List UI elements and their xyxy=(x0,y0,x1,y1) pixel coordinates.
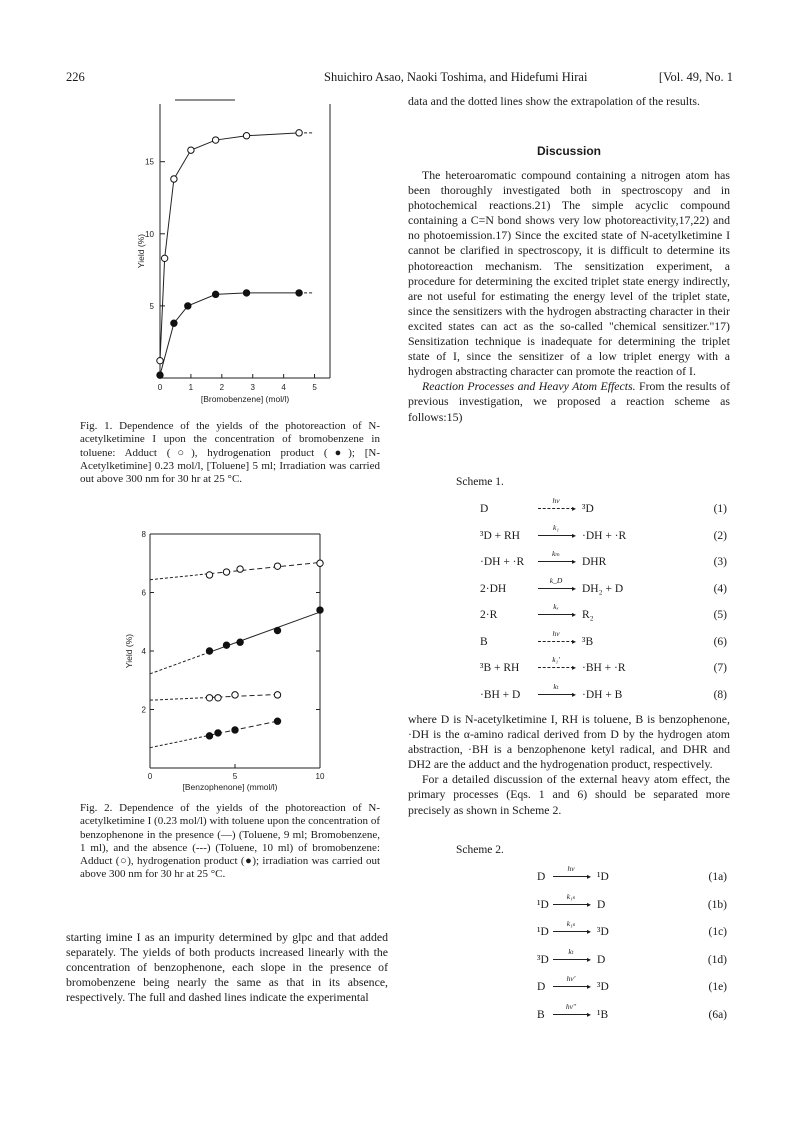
discussion-paragraph-1: The heteroaromatic compound containing a nitrogen atom has been thoroughly investigated both in spectroscopy and in photochemical reactions.21) The simple acyclic compound containing a C=N bond shows very low photoreactivity,17,22) and no photoemission.17) Since the excited state of N-acetylketimine I cannot be clarified in spectroscopy, it is difficult to determine its photoreaction mechanism. The sensitization experiment, a procedure for determining the excited triplet state energy indirectly, are not useful for estimating the energy level of the triplet state, since the sensitizers with the hydrogen abstracting character in their excited states can act as the so-called "chemical sensitizer."17) Sensitization technique is inadequate for determining the triplet state of I, since the sensitizer of a low triplet energy with a hydrogen abstracting character can promote the reaction of I. xyxy=(408,168,730,379)
rate-constant: kₓ xyxy=(553,602,559,611)
scheme-equation xyxy=(480,575,727,599)
discussion-paragraph-2 xyxy=(408,379,730,424)
reaction-arrow xyxy=(538,498,574,516)
arrow-head-icon: ▸ xyxy=(571,663,576,672)
figure-2-caption: Fig. 2. Dependence of the yields of the photoreaction of N-acetylketimine I (0.23 mol/l) with toluene upon the concentration of benzophenone in the presence (—) (Toluene, 9 ml; Bromobenzene, 1 ml), and the absence (---) (Toluene, 10 ml) of bromobenzene: Adduct (○), hydrogenation product (●); irradiation was carried out above 300 nm for 30 hr at 25 °C. xyxy=(80,802,380,881)
arrow-head-icon: ▸ xyxy=(571,610,576,619)
scheme-description xyxy=(408,712,730,818)
equation-number: (1d) xyxy=(707,953,727,966)
y-axis-label: Yield (%) xyxy=(124,633,134,669)
running-header xyxy=(66,70,733,86)
rate-constant: hν'' xyxy=(565,1001,577,1011)
rate-constant: kₘ xyxy=(552,549,560,558)
filled-point xyxy=(243,290,249,296)
filled-point xyxy=(223,642,229,648)
scheme-equation xyxy=(480,549,727,572)
figure-2-chart xyxy=(120,526,380,796)
y-tick-label: 6 xyxy=(141,588,146,598)
running-authors: Shuichiro Asao, Naoki Toshima, and Hidefumi Hirai xyxy=(324,70,588,84)
equation-reactants: D xyxy=(537,871,546,883)
open-point xyxy=(232,692,238,698)
equation-number: (6) xyxy=(713,635,727,648)
reaction-arrow xyxy=(538,551,574,569)
y-tick-label: 4 xyxy=(141,647,146,656)
open-point xyxy=(274,692,280,698)
equation-products: ¹D xyxy=(597,871,609,883)
arrow-head-icon: ▸ xyxy=(586,899,591,909)
x-axis-label: [Bromobenzene] (mol/l) xyxy=(200,394,290,404)
arrow-head-icon: ▸ xyxy=(571,504,576,513)
arrow-shaft xyxy=(553,986,589,987)
open-point xyxy=(206,572,212,578)
reaction-arrow xyxy=(553,866,589,884)
filled-point xyxy=(215,730,221,736)
open-point xyxy=(296,130,302,136)
arrow-shaft xyxy=(538,667,574,668)
equation-products: ³D xyxy=(597,981,609,993)
hydrogenation-curve xyxy=(160,293,299,375)
reaction-arrow xyxy=(538,681,576,702)
scheme-equation xyxy=(480,628,727,652)
equation-products: ³D xyxy=(597,926,609,938)
equation-reactants: D xyxy=(480,503,489,515)
open-point xyxy=(188,147,194,153)
arrow-shaft xyxy=(538,561,574,562)
rate-constant: k_D xyxy=(549,575,563,585)
x-tick-label: 0 xyxy=(147,772,153,781)
equation-reactants: 2·R xyxy=(480,609,498,621)
reaction-arrow xyxy=(553,891,591,912)
arrow-shaft xyxy=(553,931,589,932)
equation-number: (3) xyxy=(713,556,727,568)
rate-constant: k₁' xyxy=(552,655,560,664)
reaction-arrow xyxy=(553,946,591,967)
reaction-arrow xyxy=(553,1001,591,1022)
open-point xyxy=(237,566,243,572)
equation-reactants: B xyxy=(480,635,488,648)
page-number: 226 xyxy=(66,70,85,84)
equation-reactants: ·DH + ·R xyxy=(480,556,525,568)
equation-products: ·DH + B xyxy=(582,688,623,701)
equation-number: (5) xyxy=(713,609,727,621)
open-point xyxy=(215,695,221,701)
discussion-paragraph-2-body: From the results of previous investigation, we proposed a reaction scheme as follows:15) xyxy=(408,379,730,424)
figure-1-chart xyxy=(130,96,380,416)
continuation-text: data and the dotted lines show the extrapolation of the results. xyxy=(408,94,700,108)
right-column-top xyxy=(408,94,730,109)
open-point xyxy=(157,357,163,363)
volume-label: [Vol. 49, No. 1 xyxy=(658,70,733,84)
open-point xyxy=(317,560,323,566)
arrow-shaft xyxy=(538,614,574,615)
reaction-arrow xyxy=(538,604,574,622)
rate-constant: hν xyxy=(552,628,560,638)
equation-number: (4) xyxy=(713,582,727,595)
equation-number: (1b) xyxy=(707,898,727,911)
equation-reactants: ³D + RH xyxy=(480,529,520,542)
figure-1-caption: Fig. 1. Dependence of the yields of the photoreaction of N-acetylketimine I upon the concentration of bromobenzene in toluene: Adduct (○), hydrogenation product (●); [N-Acetylketimine] 0.23 mol/l, [Toluene] 5 ml; Irradiation was carried out above 300 nm for 30 hr at 25 °C. xyxy=(80,420,380,486)
scheme-equation xyxy=(537,919,727,942)
equation-number: (8) xyxy=(713,688,727,701)
extrapolation-line xyxy=(150,574,210,580)
rate-constant: hν' xyxy=(566,974,576,983)
scheme-definitions: where D is N-acetylketimine I, RH is toluene, B is benzophenone, ·DH is the α-amino radical derived from D by the hydrogen atom abstraction, ·BH is a benzophenone ketyl radical, and DHR and DH2 are the adduct and the hydrogenation product, respectively. xyxy=(408,712,730,772)
equation-reactants: ¹D xyxy=(537,898,549,911)
filled-point xyxy=(206,733,212,739)
scheme-equation xyxy=(480,681,727,705)
equation-products: ³B xyxy=(582,635,594,648)
filled-point xyxy=(274,718,280,724)
equation-products: R₂ xyxy=(582,609,594,621)
arrow-shaft xyxy=(553,876,589,877)
filled-point xyxy=(212,291,218,297)
arrow-head-icon: ▸ xyxy=(586,927,591,936)
arrow-head-icon: ▸ xyxy=(586,982,591,991)
equation-reactants: ·BH + D xyxy=(480,688,521,701)
scheme-equation xyxy=(537,974,727,997)
extrapolation-line xyxy=(150,697,210,700)
scheme-equation xyxy=(480,496,727,519)
open-point xyxy=(274,563,280,569)
equation-products: D xyxy=(597,898,606,911)
discussion-body xyxy=(408,168,730,425)
reaction-arrow xyxy=(553,921,589,939)
equation-number: (1c) xyxy=(708,926,727,938)
extrapolation-line xyxy=(150,652,210,674)
open-point xyxy=(212,137,218,143)
adduct-curve xyxy=(160,133,299,361)
reaction-arrow xyxy=(538,628,576,649)
rate-constant: k₁ₛ xyxy=(566,891,576,901)
filled-point xyxy=(296,290,302,296)
equation-products: ·DH + ·R xyxy=(582,529,627,542)
y-tick-label: 10 xyxy=(145,229,154,239)
x-tick-label: 4 xyxy=(281,383,286,392)
rate-constant: kₜ xyxy=(553,681,559,691)
scheme-equation xyxy=(480,655,727,678)
scheme-equation xyxy=(537,946,727,970)
x-tick-label: 10 xyxy=(315,772,325,781)
equation-number: (6a) xyxy=(708,1008,727,1021)
equation-products: ¹B xyxy=(597,1008,609,1021)
equation-products: ·BH + ·R xyxy=(582,662,626,674)
equation-reactants: ¹D xyxy=(537,926,549,938)
arrow-shaft xyxy=(538,508,574,509)
open-point xyxy=(243,133,249,139)
equation-products: DH₂ + D xyxy=(582,582,624,595)
discussion-heading: Discussion xyxy=(536,144,602,158)
equation-products: DHR xyxy=(582,556,607,568)
figure-1 xyxy=(130,96,380,416)
y-tick-label: 15 xyxy=(145,157,154,167)
heavy-atom-paragraph: For a detailed discussion of the external heavy atom effect, the primary processes (Eqs. 1 and 6) should be separated more precisely as shown in Scheme 2. xyxy=(408,772,730,817)
equation-reactants: ³B + RH xyxy=(480,662,520,674)
rate-constant: kₜ xyxy=(568,946,574,956)
section-subtitle: Reaction Processes and Heavy Atom Effects. xyxy=(422,379,636,394)
reaction-arrow xyxy=(538,522,576,543)
equation-reactants: ³D xyxy=(537,953,549,966)
scheme-equation xyxy=(537,1001,727,1025)
rate-constant: k₁ₛ xyxy=(566,919,576,928)
open-point xyxy=(161,255,167,261)
y-axis-label: Yield (%) xyxy=(136,233,146,269)
open-point xyxy=(171,176,177,182)
x-tick-label: 0 xyxy=(157,383,163,392)
y-tick-label: 8 xyxy=(141,530,146,539)
x-tick-label: 1 xyxy=(188,383,194,392)
filled-point xyxy=(157,372,163,378)
arrow-head-icon: ▸ xyxy=(586,954,591,964)
rate-constant: k₁ xyxy=(553,522,559,532)
equation-products: ³D xyxy=(582,503,594,515)
filled-point xyxy=(206,648,212,654)
scheme-equation xyxy=(537,864,727,887)
arrow-head-icon: ▸ xyxy=(571,636,576,646)
y-tick-label: 2 xyxy=(141,705,146,715)
arrow-shaft xyxy=(538,535,574,536)
x-axis-label: [Benzophenone] (mmol/l) xyxy=(182,782,278,792)
x-tick-label: 2 xyxy=(219,383,225,392)
filled-point xyxy=(232,727,238,733)
reaction-arrow xyxy=(553,976,589,994)
equation-reactants: D xyxy=(537,981,546,993)
filled-point xyxy=(171,320,177,326)
arrow-shaft xyxy=(538,694,574,695)
filled-point xyxy=(274,627,280,633)
equation-number: (2) xyxy=(713,529,727,542)
filled-point xyxy=(317,607,323,613)
scheme-2-title: Scheme 2. xyxy=(456,844,504,856)
open-point xyxy=(223,569,229,575)
reaction-arrow xyxy=(538,657,574,675)
arrow-head-icon: ▸ xyxy=(586,872,591,881)
filled-point xyxy=(185,303,191,309)
equation-reactants: B xyxy=(537,1008,545,1021)
scheme-equation xyxy=(537,891,727,915)
arrow-head-icon: ▸ xyxy=(571,530,576,540)
discussion-section xyxy=(408,144,730,159)
equation-number: (1e) xyxy=(708,981,727,993)
scheme-equation xyxy=(480,522,727,546)
equation-number: (7) xyxy=(713,662,727,674)
y-tick-label: 5 xyxy=(149,301,154,311)
filled-point xyxy=(237,639,243,645)
scheme-1-title: Scheme 1. xyxy=(456,476,504,488)
arrow-shaft xyxy=(538,641,574,642)
reaction-arrow xyxy=(538,575,576,596)
equation-number: (1) xyxy=(713,503,727,515)
x-tick-label: 3 xyxy=(250,383,255,392)
arrow-head-icon: ▸ xyxy=(571,557,576,566)
arrow-shaft xyxy=(553,904,589,905)
extrapolation-line xyxy=(150,735,210,747)
open-point xyxy=(206,695,212,701)
scheme-equation xyxy=(480,602,727,625)
equation-products: D xyxy=(597,953,606,966)
arrow-head-icon: ▸ xyxy=(571,583,576,593)
arrow-shaft xyxy=(553,959,589,960)
rate-constant: hν xyxy=(567,864,575,873)
figure-2 xyxy=(120,526,380,796)
arrow-head-icon: ▸ xyxy=(571,689,576,699)
arrow-shaft xyxy=(553,1014,589,1015)
x-tick-label: 5 xyxy=(232,772,238,781)
x-tick-label: 5 xyxy=(312,383,317,392)
equation-reactants: 2·DH xyxy=(480,582,507,595)
arrow-head-icon: ▸ xyxy=(586,1009,591,1019)
left-column-text: starting imine I as an impurity determined by glpc and that added separately. The yields of both products increased linearly with the concentration of benzophenone, each slope in the presence of bromobenzene being nearly the same as that in its absence, respectively. The full and dashed lines indicate the experimental xyxy=(66,930,388,1005)
arrow-shaft xyxy=(538,588,574,589)
rate-constant: hν xyxy=(552,496,560,505)
equation-number: (1a) xyxy=(708,871,727,883)
